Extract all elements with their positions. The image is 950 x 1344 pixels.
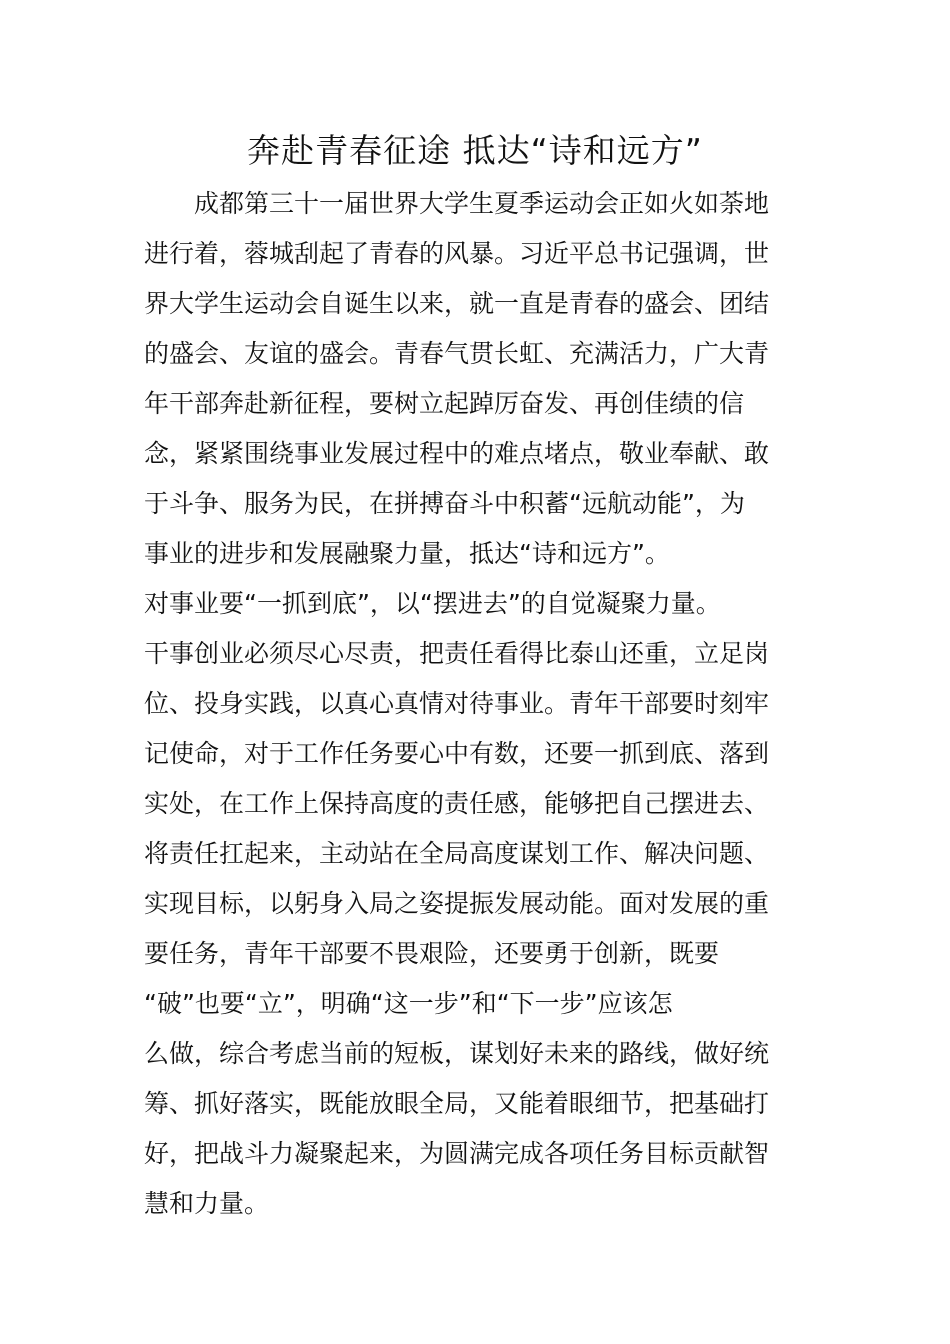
- paragraph-line: 年干部奔赴新征程，要树立起踔厉奋发、再创佳绩的信: [144, 389, 745, 418]
- document-title: 奔赴青春征途 抵达“诗和远方”: [247, 131, 703, 170]
- paragraph-line: 记使命，对于工作任务要心中有数，还要一抓到底、落到: [144, 739, 770, 768]
- paragraph-line: 成都第三十一届世界大学生夏季运动会正如火如荼地: [144, 189, 770, 218]
- paragraph-2: [144, 579, 814, 1229]
- paragraph-line: 么做，综合考虑当前的短板，谋划好未来的路线，做好统: [144, 1039, 770, 1068]
- paragraph-line: 的盛会、友谊的盛会。青春气贯长虹、充满活力，广大青: [144, 339, 770, 368]
- document-body: [144, 179, 814, 1229]
- paragraph-line: 于斗争、服务为民，在拼搏奋斗中积蓄“远航动能”，为: [144, 489, 745, 518]
- paragraph-line: 对事业要“一抓到底”，以“摆进去”的自觉凝聚力量。: [144, 589, 721, 618]
- paragraph-line: 将责任扛起来，主动站在全局高度谋划工作、解决问题、: [144, 839, 770, 868]
- paragraph-line: 要任务，青年干部要不畏艰险，还要勇于创新，既要: [144, 939, 720, 968]
- paragraph-1: [144, 179, 814, 579]
- paragraph-line: 好，把战斗力凝聚起来，为圆满完成各项任务目标贡献智: [144, 1139, 770, 1168]
- paragraph-line: “破”也要“立”，明确“这一步”和“下一步”应该怎: [144, 989, 673, 1018]
- paragraph-line: 筹、抓好落实，既能放眼全局，又能着眼细节，把基础打: [144, 1089, 770, 1118]
- paragraph-line: 实处，在工作上保持高度的责任感，能够把自己摆进去、: [144, 789, 770, 818]
- paragraph-line: 干事创业必须尽心尽责，把责任看得比泰山还重，立足岗: [144, 639, 770, 668]
- paragraph-line: 慧和力量。: [144, 1189, 270, 1218]
- paragraph-line: 位、投身实践，以真心真情对待事业。青年干部要时刻牢: [144, 689, 770, 718]
- paragraph-line: 实现目标，以躬身入局之姿提振发展动能。面对发展的重: [144, 889, 770, 918]
- paragraph-line: 事业的进步和发展融聚力量，抵达“诗和远方”。: [144, 539, 670, 568]
- paragraph-line: 进行着，蓉城刮起了青春的风暴。习近平总书记强调，世: [144, 239, 770, 268]
- paragraph-line: 界大学生运动会自诞生以来，就一直是青春的盛会、团结: [144, 289, 770, 318]
- paragraph-line: 念，紧紧围绕事业发展过程中的难点堵点，敬业奉献、敢: [144, 439, 770, 468]
